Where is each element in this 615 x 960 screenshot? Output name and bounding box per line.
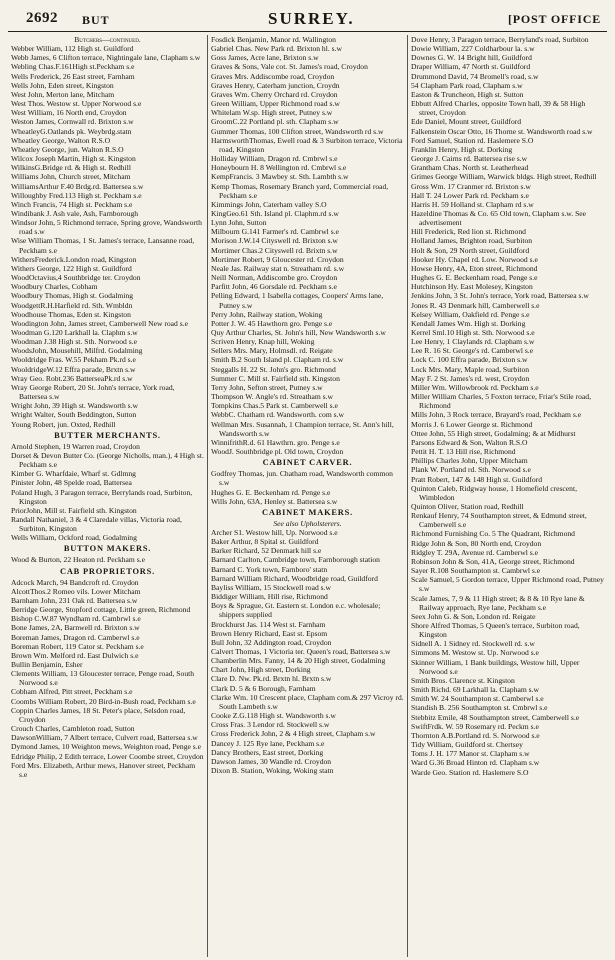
directory-entry: Parsons Edward & Son, Walton R.S.O: [411, 437, 528, 447]
directory-entry: Barnard Carlton, Cambridge town, Farnborough station: [211, 555, 380, 565]
directory-entry: Ward G.36 Broad Hinton rd. Clapham s.w: [411, 758, 540, 768]
page-number: 2692: [26, 10, 58, 26]
directory-entry: Edridge Philip, 2 Edith terrace, Lower Coombe street, Croydon: [11, 751, 204, 761]
directory-entry: Morison J.W.14 Cityswell rd. Brixton s.w: [211, 236, 338, 246]
directory-entry: Boreman James, Dragon rd. Camberwl s.e: [11, 632, 140, 642]
directory-entry: Miller William Charles, 5 Foxton terrace, Friar's Stile road, Richmond: [411, 392, 591, 411]
directory-entry: Kimber G. Wharfdaie, Wharf st. Gdlmng: [11, 469, 136, 479]
directory-entry: Lee R. 16 St. George's rd. Camberwl s.e: [411, 346, 534, 356]
section-heading: BUTTER MERCHANTS.: [54, 430, 161, 440]
directory-entry: Ridge John & Son, 80 North end, Croydon: [411, 538, 542, 548]
directory-entry: Mills John, 3 Rock terrace, Brayard's road, Peckham s.e: [411, 410, 582, 420]
directory-entry: Chamberlin Mrs. Fanny, 14 & 20 High street, Godalming: [211, 656, 386, 666]
directory-entry: Renkauf Henry, 74 Southampton street, & Edmund street, Camberwell s.e: [411, 511, 587, 530]
directory-entry: Fosdick Benjamin, Manor rd. Wallington: [211, 35, 336, 44]
directory-entry: Dancey J. 125 Rye lane, Peckham s.e: [211, 738, 325, 748]
directory-entry: West William, 16 North end, Croydon: [11, 108, 127, 118]
directory-entry: Scale James, 7, 9 & 11 High street; & 8 & 10 Rye lane & Railway approach, Rye lane, Peckham s.e: [411, 593, 585, 612]
directory-entry: Woodbury Thomas, High st. Godalming: [11, 291, 134, 301]
directory-entry: Barnham John, 231 Oak rd. Battersea s.w: [11, 595, 138, 605]
directory-entry: Draper William, 47 North st. Guildford: [411, 62, 531, 72]
directory-entry: Dymond James, 10 Weighton mews, Weighton road, Penge s.e: [11, 742, 202, 752]
directory-entry: Goss James, Acre lane, Brixton s.w: [211, 53, 319, 63]
directory-entry: Godfrey Thomas, jun. Chatham road, Wandsworth common s.w: [211, 469, 393, 488]
directory-entry: Brown Wm. Melford rd. East Dulwich s.e: [11, 650, 139, 660]
directory-entry: Willoughby Fred.113 High st. Peckham s.e: [11, 190, 142, 200]
directory-entry: Webb James, 6 Clifton terrace, Nightingale lane, Clapham s.w: [11, 53, 201, 63]
directory-entry: Stebbitz Emile, 48 Southampton street, Camberwell s.e: [411, 712, 580, 722]
directory-entry: WinnifrithR.d. 61 Hawthrn. gro. Penge s.e: [211, 437, 340, 447]
directory-entry: Phillips Charles John, Upper Mitcham: [411, 456, 528, 466]
directory-entry: Clements William, 13 Gloucester terrace, Penge road, South Norwood s.e: [11, 669, 195, 688]
directory-entry: Wilcox Joseph Martin, High st. Kingston: [11, 154, 136, 164]
directory-entry: Withers George, 122 High st. Guildford: [11, 263, 132, 273]
directory-entry: Kerrel Sml.10 High st. Sth. Norwood s.e: [411, 328, 535, 337]
directory-entry: Bone James, 2A, Barnwell rd. Brixton s.w: [11, 623, 140, 633]
directory-entry: Wright Walter, South Beddington, Sutton: [11, 410, 137, 420]
directory-entry: Graves & Sons, Vale cot. St. James's road, Croydon: [211, 62, 368, 72]
section-heading: CABINET CARVER.: [262, 458, 353, 468]
directory-entry: Mortimer Chas.2 Cityswell rd. Brixtn s.w: [211, 245, 338, 255]
directory-entry: Smith Bros. Clarence st. Kingston: [411, 675, 515, 685]
directory-entry: Falkenstein Oscar Otto, 16 Thorne st. Wandsworth road s.w: [411, 126, 593, 136]
directory-entry: WoodJ. Southbridge pl. Old town, Croydon: [211, 447, 344, 457]
directory-entry: Tompkins Chas.5 Park st. Camberwell s.e: [211, 401, 338, 411]
directory-entry: Kendall James Wm. High st. Dorking: [411, 318, 526, 328]
directory-entry: Holliday William, Dragon rd. Cmbrwl s.e: [211, 154, 338, 164]
directory-entry: Chart John, High street, Dorking: [211, 665, 311, 675]
directory-entry: Sellers Mrs. Mary, Holmsdl. rd. Reigate: [211, 346, 333, 356]
directory-entry: Berridge George, Stopford cottage, Little green, Richmond: [11, 605, 191, 615]
directory-entry: Plank W. Portland rd. Sth. Norwood s.e: [411, 465, 531, 475]
directory-entry: Pettit H. T. 13 Hill rise, Richmond: [411, 447, 516, 457]
directory-entry: Whitelam W.sp. High street, Putney s.w: [211, 108, 333, 118]
directory-entry: Woodbury Charles, Cobham: [11, 282, 98, 292]
directory-entry: Arnold Stephen, 19 Warren road, Croydon: [11, 441, 140, 451]
directory-entry: Cross Frederick John, 2 & 4 High street, Clapham s.w: [211, 729, 376, 739]
directory-entry: Wells Frederick, 26 East street, Farnham: [11, 71, 135, 81]
directory-entry: Scale Samuel, 5 Gordon terrace, Upper Richmond road, Putney s.w: [411, 575, 604, 594]
directory-entry: Tidy William, Guildford st. Chertsey: [411, 740, 523, 750]
directory-entry: Hughes G. E. Beckenham rd. Penge s.e: [211, 487, 331, 497]
county-title: SURREY.: [268, 9, 355, 28]
directory-entry: Kimmings John, Caterham valley S.O: [211, 199, 327, 209]
directory-entry: Brockhurst Jas. 114 West st. Farnham: [211, 619, 326, 629]
directory-entry: Clare D. Nw. Pk.rd. Brxtn hl. Brxtn s.w: [211, 674, 332, 684]
directory-entry: Kemp Thomas, Rosemary Branch yard, Commercial road, Peckham s.e: [211, 181, 389, 200]
directory-entry: Grimes George William, Warwick bldgs. High street, Redhill: [411, 172, 597, 182]
column-1: [8, 35, 207, 957]
directory-entry: WoodgettR.H.Harfield rd. Sth. Wmbldn: [11, 300, 133, 310]
directory-entry: Holt & Son, 29 North street, Guildford: [411, 245, 530, 255]
directory-entry: Hazeldine Thomas & Co. 65 Old town, Clapham s.w. See advertisement: [411, 208, 587, 228]
directory-entry: Hall T. 24 Lower Park rd. Peckham s.e: [411, 190, 529, 200]
directory-entry: Webling Chas.F.161High st.Peckham s.e: [11, 62, 135, 72]
directory-entry: Pinister John, 48 Spelde road, Battersea: [11, 478, 132, 488]
directory-entry: Pratt Robert, 147 & 148 High st. Guildford: [411, 474, 542, 484]
directory-entry: Pelling Edward, 1 Isabella cottages, Coopers' Arms lane, Putney s.w: [211, 291, 384, 310]
directory-entry: Ebbutt Alfred Charles, opposite Town hall, 39 & 58 High street, Croydon: [411, 99, 586, 118]
directory-entry: Dawson James, 30 Wandle rd. Croydon: [211, 756, 332, 766]
column-2: [207, 35, 407, 957]
directory-entry: Honeybourn H. 8 Wellington rd. Cmbrwl s.e: [211, 163, 347, 173]
directory-entry: WilkinsG.Bridge rd. & High st. Redhill: [11, 163, 131, 173]
directory-entry: Crouch Charles, Cambleton road, Sutton: [11, 724, 135, 734]
directory-entry: Quinton Caleb, Ridgway house, 1 Homefield crescent, Wimbledon: [411, 483, 577, 502]
directory-entry: Cross Fras. 3 Lendor rd. Stockwell s.w: [211, 720, 330, 730]
directory-entry: Baker Arthur, 8 Spital st. Guildford: [211, 537, 319, 547]
directory-entry: Boys & Sprague, Gt. Eastern st. London e.c. wholesale; shippers supplied: [211, 601, 381, 620]
directory-entry: WithersFrederick.London road, Kingston: [11, 254, 137, 264]
directory-entry: Dowie William, 227 Coldharbour la. s.w: [411, 44, 535, 54]
running-word: BUT: [82, 13, 110, 27]
directory-entry: Randall Nathaniel, 3 & 4 Claredale villas, Victoria road, Surbiton, Kingston: [11, 514, 182, 534]
directory-entry: Clarke Wm. 10 Crescent place, Clapham com.& 297 Vicroy rd. South Lambeth s.w: [211, 692, 404, 711]
directory-entry: Graves Mrs. Addiscombe road, Croydon: [211, 71, 335, 81]
directory-entry: Neale Jas. Railway stat n. Streatham rd. s.w: [211, 263, 345, 273]
directory-entry: Biddiger William, Hill rise, Richmond: [211, 592, 328, 602]
directory-entry: Milbourn G.141 Farmer's rd. Cambrwl s.e: [211, 227, 339, 237]
directory-entry: Harris H. 59 Holland st. Clapham rd s.w: [411, 199, 534, 209]
directory-entry: Wright John, 39 High st. Wandsworth s.w: [11, 401, 138, 411]
directory-entry: Ottee John, 55 High street, Godalming; & at Midhurst: [411, 428, 576, 438]
directory-title: [POST OFFICE: [507, 12, 601, 26]
directory-entry: Neill Norman, Addiscombe gro. Croydon: [211, 273, 338, 283]
directory-entry: Howse Henry, 4A, Eton street, Richmond: [411, 263, 538, 273]
directory-entry: Coombs William Robert, 20 Bird-in-Bush road, Peckham s.e: [11, 696, 196, 706]
directory-entry: May F. 2 St. James's rd. west, Croydon: [411, 373, 530, 383]
directory-entry: Wheatley George, jun. Walton R.S.O: [11, 144, 124, 154]
directory-entry: Wheatley George, Walton R.S.O: [11, 135, 111, 145]
directory-entry: Poland Hugh, 3 Paragon terrace, Berrylands road, Surbiton, Kingston: [11, 487, 193, 506]
directory-entry: Dorset & Devon Butter Co. (George Nicholls, man.), 4 High st. Peckham s.e: [11, 450, 204, 470]
directory-entry: Gabriel Chas. New Park rd. Brixton hl. s.w: [211, 44, 342, 54]
directory-entry: GroomC.22 Portland pl. sth. Clapham s.w: [211, 117, 339, 127]
directory-entry: WebbC. Chatham rd. Wandsworth. com s.w: [211, 410, 344, 420]
directory-entry: Potter J. W. 45 Hawthorn gro. Penge s.e: [211, 318, 333, 328]
directory-entry: DawsonWilliam, 7 Albert terrace, Culvert road, Battersea s.w: [11, 733, 198, 743]
directory-entry: Archer S1. Westow hill, Up. Norwood s.e: [211, 527, 338, 537]
directory-entry: KempFrancis. 3 Mawbey st. Sth. Lambth s.w: [211, 172, 349, 182]
directory-entry: Dove Henry, 3 Paragon terrace, Berryland's road, Surbiton: [411, 35, 589, 44]
directory-entry: Skinner William, 1 Bank buildings, Westow hill, Upper Norwood s.e: [411, 657, 580, 676]
directory-entry: Lee Henry, 1 Claylands rd. Clapham s.w: [411, 337, 535, 347]
directory-entry: Summer C. Mill st. Fairfield sth. Kingston: [211, 373, 340, 383]
directory-entry: Webber William, 112 High st. Guildford: [11, 44, 134, 54]
directory-entry: Grantham Chas. North st. Leatherhead: [411, 163, 529, 173]
directory-entry: Calvert Thomas, 1 Victoria ter. Queen's road, Battersea s.w: [211, 647, 391, 656]
directory-entry: Perry John, Railway station, Woking: [211, 309, 323, 319]
directory-entry: Gummer Thomas, 100 Clifton street, Wandsworth rd s.w: [211, 126, 384, 136]
directory-entry: Wells John, Eden street, Kingston: [11, 80, 114, 90]
directory-entry: Standish B. 256 Southampton st. Cmbrwl s.e: [411, 703, 548, 713]
directory-entry: Holland James, Brighton road, Surbiton: [411, 236, 533, 246]
directory-entry: Windibank J. Ash vale, Ash, Farnborough: [11, 208, 139, 218]
directory-entry: Wray George Robert, 20 St. John's terrace, York road, Battersea s.w: [11, 382, 175, 402]
directory-entry: Simmons M. Westow st. Up. Norwood s.e: [411, 648, 539, 658]
section-heading: BUTTON MAKERS.: [63, 544, 152, 554]
directory-entry: Winch Francis, 74 High st. Peckham s.e: [11, 199, 133, 209]
directory-entry: Brown Henry Richard, East st. Epsom: [211, 628, 328, 638]
directory-entry: Weston James, Cornwall rd. Brixton s.w: [11, 117, 134, 127]
directory-entry: Bull John, 32 Addington road, Croydon: [211, 637, 332, 647]
directory-entry: Cobham Alfred, Pitt street, Peckham s.e: [11, 687, 133, 697]
directory-entry: Smith Richd. 69 Larkhall la. Clapham s.w: [411, 685, 540, 695]
directory-entry: Drummond David, 74 Bromell's road, s.w: [411, 71, 539, 81]
directory-entry: Smith W. 24 Southampton st. Camberwl s.e: [411, 694, 544, 704]
directory-entry: Graves Henry, Caterham junction, Croydn: [211, 80, 340, 90]
directory-entry: Barnard C. York town, Farnboro' statn: [211, 564, 328, 574]
section-heading: CAB PROPRIETORS.: [59, 566, 155, 576]
directory-entry: Ede Daniel, Mount street, Guildford: [411, 117, 522, 127]
directory-entry: West John, Merton lane, Mitcham: [11, 89, 115, 99]
cross-reference-note: See also Upholsterers.: [273, 518, 342, 528]
directory-entry: Thornton A.B.Portland rd. S. Norwood s.e: [411, 730, 540, 740]
directory-entry: Adcock March, 94 Bandcroft rd. Croydon: [11, 577, 139, 587]
directory-entry: Morris J. 6 Lower George st. Richmond: [411, 419, 533, 429]
directory-entry: Dancy Brothers, East street, Dorking: [211, 747, 324, 757]
directory-entry: Thompson W. Angle's rd. Streatham s.w: [211, 392, 334, 402]
directory-entry: Bayliss William, 15 Stockwell road s.w: [211, 582, 331, 592]
directory-entry: SwiftFrdk. W. 59 Rosemary rd. Peckm s.e: [411, 721, 539, 731]
directory-entry: Coppin Charles James, 18 St. Peter's place, Selsdon road, Croydon: [11, 705, 186, 724]
directory-entry: PriorJohn, Mill st. Fairfield sth. Kingston: [11, 505, 137, 515]
directory-entry: Barker Richard, 52 Denmark hill s.e: [211, 546, 322, 556]
directory-entry: Steggalls H. 22 St. John's gro. Richmond: [211, 364, 336, 374]
directory-entry: Quy Arthur Charles, St. John's hill, New Wandsworth s.w: [211, 328, 386, 337]
directory-entry: Ford Mrs. Elizabeth, Arthur mews, Hanover street, Peckham s.e: [11, 760, 196, 779]
directory-entry: Woodman J.38 High st. Sth. Norwood s.e: [11, 337, 137, 347]
page-header: [8, 6, 607, 32]
directory-entry: WoodOctavius,4 Southbridge ter. Croydon: [11, 273, 141, 283]
directory-entry: WooldridgeW.12 Effra parade, Brxtn s.w: [11, 364, 136, 374]
text-columns: [8, 35, 607, 957]
directory-entry: Parfitt John, 46 Gorsdale rd. Peckham s.e: [211, 282, 337, 292]
directory-entry: Franklin Henry, High st. Dorking: [411, 144, 513, 154]
directory-entry: Miller Wm. Willowbrook rd. Peckham s.e: [411, 382, 539, 392]
directory-entry: Bullin Benjamin, Esher: [11, 660, 83, 669]
directory-entry: Shore Alfred Thomas, 5 Queen's terrace, Surbiton road, Kingston: [411, 621, 580, 640]
directory-entry: Toms J. H. 177 Manor st. Clapham s.w: [411, 749, 530, 759]
directory-entry: Boreman Robert, 119 Cator st. Peckham s.e: [11, 641, 144, 651]
directory-entry: Jones R. 43 Denmark hill, Camberwell s.e: [411, 300, 540, 310]
directory-entry: Ford Samuel, Station rd. Haslemere S.O: [411, 135, 534, 145]
directory-entry: Hooker Hy. Chapel rd. Low. Norwood s.e: [411, 254, 538, 264]
directory-entry: KingGeo.61 Sth. Island pl. Claphm.rd s.w: [211, 208, 339, 218]
directory-entry: Wills John, 63A, Henley st. Battersea s.w: [211, 496, 338, 506]
directory-entry: West Thos. Westow st. Upper Norwood s.e: [11, 99, 142, 109]
directory-entry: Williams John, Church street, Mitcham: [11, 172, 131, 182]
directory-entry: Woodhouse Thomas, Eden st. Kingston: [11, 309, 131, 319]
directory-entry: Terry John, Sefton street, Putney s.w: [211, 382, 323, 392]
directory-entry: HarmsworthThomas, Ewell road & 3 Surbiton terrace, Victoria road, Kingston: [211, 135, 403, 154]
column-3: [407, 35, 607, 957]
directory-entry: Lynn John, Sutton: [211, 218, 267, 228]
continued-heading: Butchers—continued.: [74, 35, 141, 44]
directory-entry: Ridgley T. 29A, Avenue rd. Camberwl s.e: [411, 547, 538, 557]
directory-entry: Cooke Z.G.118 High st. Wandsworth s.w: [211, 711, 336, 721]
directory-entry: Jenkins John, 3 St. John's terrace, York road, Battersea s.w: [411, 291, 589, 301]
directory-entry: George J. Cairns rd. Battersea rise s.w: [411, 154, 528, 164]
directory-entry: AlcottThos.2 Romeo vils. Lower Mitcham: [11, 586, 141, 596]
directory-entry: Sidnell A. 1 Sidney rd. Stockwell rd. s.w: [411, 639, 535, 649]
directory-entry: Lock C. 100 Effra parade, Brixton s.w: [411, 355, 528, 365]
directory-entry: Kelsey William, Oakfield rd. Penge s.e: [411, 309, 530, 319]
directory-entry: Graves Wm. Cherry Orchard rd. Croydon: [211, 89, 338, 99]
directory-entry: Sayer R.108 Southampton st. Cambrwl s.e: [411, 566, 541, 576]
directory-entry: Wells William, Ockford road, Godalming: [11, 533, 137, 543]
directory-entry: Mortimer Robert, 9 Gloucester rd. Croydon: [211, 254, 344, 264]
directory-entry: Wellman Mrs. Susannah, 1 Champion terrace, St. Ann's hill, Wandsworth s.w: [211, 419, 394, 438]
directory-entry: Bishop C.W.87 Wyndham rd. Cambrwl s.e: [11, 614, 141, 624]
directory-entry: Easton & Truncheon, High st. Sutton: [411, 89, 524, 99]
directory-entry: Young Robert, jun. Oxted, Redhill: [11, 419, 116, 429]
directory-entry: Hughes G. E. Beckenham road, Penge s.e: [411, 273, 538, 283]
directory-entry: Barnard William Richard, Woodbridge road, Guildford: [211, 573, 378, 583]
directory-entry: Green William, Upper Richmond road s.w: [211, 99, 340, 109]
directory-entry: Seex John G. & Son, London rd. Reigate: [411, 611, 536, 621]
directory-entry: Downes G. W. 14 Bright hill, Guildford: [411, 53, 532, 63]
directory-entry: Warde Geo. Station rd. Haslemere S.O: [411, 767, 529, 777]
directory-entry: WoodsJohn, Mousehill, Milfrd. Godalming: [11, 346, 143, 356]
directory-entry: Windsor John, 5 Richmond terrace, Spring grove, Wandsworth road s.w: [11, 218, 202, 237]
directory-entry: Hill Frederick, Red lion st. Richmond: [411, 227, 526, 237]
directory-entry: Wise William Thomas, 1 St. James's terrace, Lansanne road, Peckham s.e: [11, 236, 195, 255]
directory-entry: Hutchinson Hy. East Molesey, Kingston: [411, 282, 533, 292]
directory-entry: Dixon B. Station, Woking, Woking statn: [211, 766, 334, 776]
directory-entry: Woodington John, James street, Camberwell New road s.e: [11, 318, 188, 328]
directory-entry: Robinson John & Son, 41A, George street, Richmond: [411, 556, 575, 566]
directory-entry: Wray Geo. Robt.236 BatterseaPk.rd s.w: [11, 373, 133, 383]
directory-entry: Clark D. 5 & 6 Borough, Farnham: [211, 683, 316, 693]
directory-entry: Richmond Furnishing Co. 5 The Quadrant, Richmond: [411, 529, 575, 539]
directory-entry: Gross Wm. 17 Cranmer rd. Brixton s.w: [411, 181, 531, 191]
directory-entry: WilliamsArthur F.40 Brdg.rd. Battersea s.w: [11, 181, 144, 191]
directory-entry: Quinton Oliver, Station road, Redhill: [411, 501, 524, 511]
directory-entry: Smith B.2 South Island pl. Clapham rd. s.w: [211, 355, 344, 365]
directory-entry: WheatleyG.Oatlands pk. Weybrdg.statn: [11, 126, 132, 136]
directory-entry: Wood & Burton, 22 Heaton rd. Peckham s.e: [11, 555, 145, 565]
directory-entry: Wooldridge Fras. W.55 Pekham Pk.rd s.e: [11, 355, 136, 365]
directory-entry: 54 Clapham Park road, Clapham s.w: [411, 80, 523, 90]
section-heading: CABINET MAKERS.: [262, 507, 353, 517]
directory-entry: Lock Mrs. Mary, Maple road, Surbiton: [411, 364, 530, 374]
directory-entry: Woodman G.120 Larkhall la. Claphm s.w: [11, 328, 138, 337]
directory-entry: Scriven Henry, Knap hill, Woking: [211, 337, 315, 347]
